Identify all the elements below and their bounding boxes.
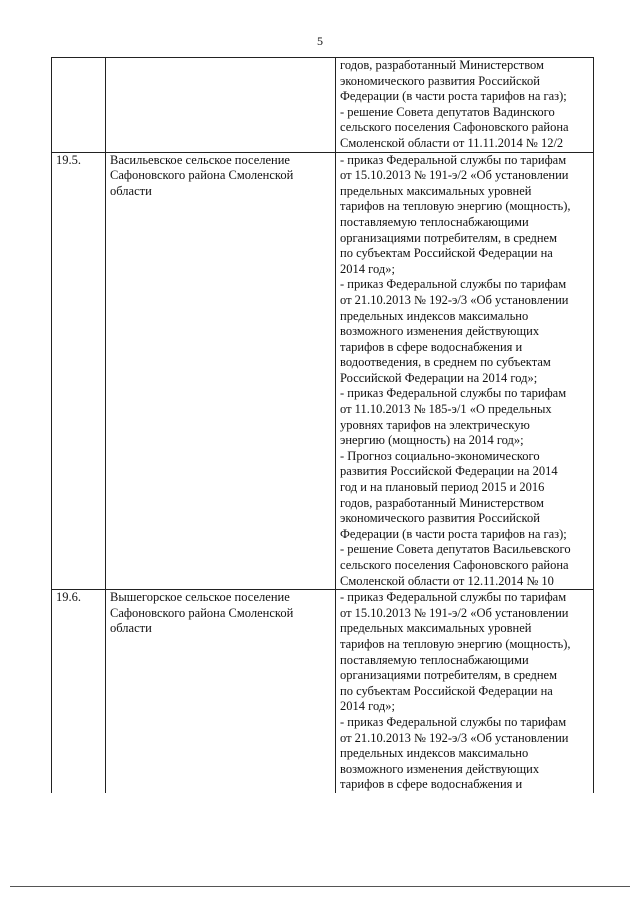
legal-basis-cell bbox=[336, 152, 594, 590]
legal-basis-line: тарифов на тепловую энергию (мощность), bbox=[340, 199, 571, 214]
legal-basis-line: поставляемую теплоснабжающими bbox=[340, 214, 529, 229]
table-row bbox=[52, 152, 594, 590]
legal-basis-line: предельных индексов максимально bbox=[340, 746, 529, 761]
legal-basis-line: от 21.10.2013 № 192-э/3 «Об установлении bbox=[340, 730, 569, 745]
legal-basis-line: от 15.10.2013 № 191-э/2 «Об установлении bbox=[340, 605, 569, 620]
legal-basis-line: организациями потребителям, в среднем bbox=[340, 668, 558, 683]
legal-basis-line: - приказ Федеральной службы по тарифам bbox=[340, 386, 567, 401]
legal-basis-line: тарифов в сфере водоснабжения и bbox=[340, 339, 523, 354]
legal-basis-line: тарифов на тепловую энергию (мощность), bbox=[340, 636, 571, 651]
legal-basis-line: экономического развития Российской bbox=[340, 73, 540, 88]
settlement-name-line: Вышегорское сельское поселение bbox=[110, 590, 290, 605]
settlement-name-line: Сафоновского района Смоленской bbox=[110, 168, 294, 183]
legal-basis-line: от 21.10.2013 № 192-э/3 «Об установлении bbox=[340, 292, 569, 307]
row-number: 19.5. bbox=[56, 152, 81, 167]
settlement-name-cell bbox=[106, 58, 336, 153]
table-row bbox=[52, 590, 594, 793]
legal-basis-line: - приказ Федеральной службы по тарифам bbox=[340, 714, 567, 729]
settlement-name-cell bbox=[106, 152, 336, 590]
page-number: 5 bbox=[317, 34, 323, 48]
legal-basis-line: возможного изменения действующих bbox=[340, 324, 540, 339]
legal-basis-line: от 11.10.2013 № 185-э/1 «О предельных bbox=[340, 402, 552, 417]
row-number-cell bbox=[52, 590, 106, 793]
legal-basis-line: от 15.10.2013 № 191-э/2 «Об установлении bbox=[340, 168, 569, 183]
legal-basis-line: поставляемую теплоснабжающими bbox=[340, 652, 529, 667]
legal-basis-line: предельных максимальных уровней bbox=[340, 621, 532, 636]
settlement-name-cell bbox=[106, 590, 336, 793]
legal-basis-line: годов, разработанный Министерством bbox=[340, 58, 544, 72]
legal-basis-line: сельского поселения Сафоновского района bbox=[340, 120, 569, 135]
row-number-cell bbox=[52, 152, 106, 590]
legal-basis-line: - приказ Федеральной службы по тарифам bbox=[340, 152, 567, 167]
settlement-name-line: Васильевское сельское поселение bbox=[110, 152, 290, 167]
legal-basis-line: Федерации (в части роста тарифов на газ); bbox=[340, 526, 567, 541]
legal-basis-line: сельского поселения Сафоновского района bbox=[340, 558, 569, 572]
legal-basis-line: энергию (мощность) на 2014 год»; bbox=[340, 433, 524, 448]
legal-basis-line: тарифов в сфере водоснабжения и bbox=[340, 777, 523, 792]
legal-basis-line: по субъектам Российской Федерации на bbox=[340, 683, 553, 698]
legal-basis-line: - Прогноз социально-экономического bbox=[340, 448, 540, 463]
row-number: 19.6. bbox=[56, 590, 81, 605]
legal-basis-line: возможного изменения действующих bbox=[340, 761, 540, 776]
legal-basis-line: Российской Федерации на 2014 год»; bbox=[340, 370, 538, 385]
legal-basis-line: годов, разработанный Министерством bbox=[340, 495, 544, 510]
legal-basis-line: - приказ Федеральной службы по тарифам bbox=[340, 590, 567, 605]
legal-basis-line: 2014 год»; bbox=[340, 261, 395, 276]
row-number-cell bbox=[52, 58, 106, 153]
legal-basis-line: водоотведения, в среднем по субъектам bbox=[340, 355, 551, 370]
legal-basis-cell bbox=[336, 58, 594, 153]
legal-basis-line: 2014 год»; bbox=[340, 699, 395, 714]
legal-basis-line: предельных индексов максимально bbox=[340, 308, 529, 323]
settlement-name-line: Сафоновского района Смоленской bbox=[110, 605, 294, 620]
legal-basis-line: - решение Совета депутатов Васильевского bbox=[340, 542, 571, 557]
legal-basis-line: по субъектам Российской Федерации на bbox=[340, 246, 553, 261]
legal-basis-cell bbox=[336, 590, 594, 793]
settlement-name-line: области bbox=[110, 621, 152, 636]
legal-basis-line: - приказ Федеральной службы по тарифам bbox=[340, 277, 567, 292]
legal-basis-line: развития Российской Федерации на 2014 bbox=[340, 464, 558, 479]
legal-basis-line: - решение Совета депутатов Вадинского bbox=[340, 104, 555, 119]
legal-basis-line: уровнях тарифов на электрическую bbox=[340, 417, 530, 432]
table-body bbox=[52, 58, 594, 793]
legal-basis-line: Смоленской области от 11.11.2014 № 12/2 bbox=[340, 135, 564, 150]
legal-basis-line: организациями потребителям, в среднем bbox=[340, 230, 558, 245]
legal-basis-line: экономического развития Российской bbox=[340, 511, 540, 526]
legal-basis-line: Федерации (в части роста тарифов на газ); bbox=[340, 89, 567, 104]
legal-basis-line: Смоленской области от 12.11.2014 № 10 bbox=[340, 573, 554, 588]
tariff-basis-table bbox=[51, 57, 594, 793]
table-row bbox=[52, 58, 594, 153]
legal-basis-line: год и на плановый период 2015 и 2016 bbox=[340, 480, 545, 495]
page-bottom-rule bbox=[10, 886, 630, 887]
legal-basis-line: предельных максимальных уровней bbox=[340, 183, 532, 198]
settlement-name-line: области bbox=[110, 183, 152, 198]
